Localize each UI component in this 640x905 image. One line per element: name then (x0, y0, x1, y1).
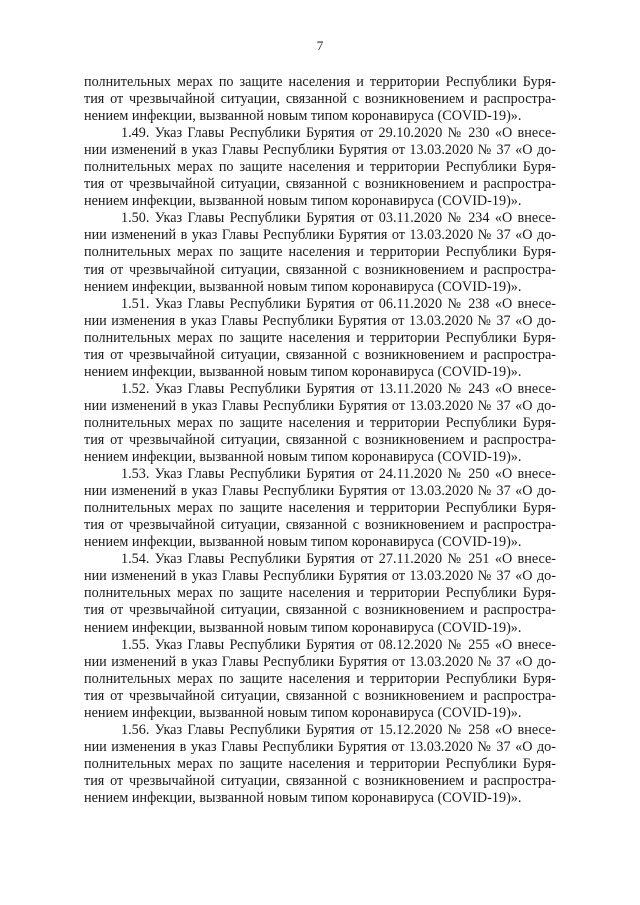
text-line: нии изменения в указ Главы Республики Бурятия от 13.03.2020 № 37 «О до- (84, 738, 556, 755)
paragraph-first-line: 1.55. Указ Главы Республики Бурятия от 08.12.2020 № 255 «О внесе- (121, 636, 556, 653)
text-line: полнительных мерах по защите населения и территории Республики Буря- (84, 329, 556, 346)
text-line: нии изменений в указ Главы Республики Бурятия от 13.03.2020 № 37 «О до- (84, 653, 556, 670)
text-line: нии изменений в указ Главы Республики Бурятия от 13.03.2020 № 37 «О до- (84, 483, 556, 500)
text-line: нии изменений в указ Главы Республики Бурятия от 13.03.2020 № 37 «О до- (84, 568, 556, 585)
text-line: нением инфекции, вызванной новым типом коронавируса (COVID-19)». (84, 619, 522, 636)
page-number: 7 (316, 38, 324, 53)
text-line: нии изменений в указ Главы Республики Бурятия от 13.03.2020 № 37 «О до- (84, 397, 556, 414)
text-line: полнительных мерах по защите населения и территории Республики Буря- (84, 670, 556, 687)
text-line: полнительных мерах по защите населения и территории Республики Буря- (84, 159, 556, 176)
text-line: полнительных мерах по защите населения и территории Республики Буря- (84, 244, 556, 261)
text-line: тия от чрезвычайной ситуации, связанной с возникновением и распростра- (84, 346, 556, 363)
document-body (84, 74, 556, 807)
text-line: нии изменений в указ Главы Республики Бурятия от 13.03.2020 № 37 «О до- (84, 227, 556, 244)
text-line: полнительных мерах по защите населения и территории Республики Буря- (84, 414, 556, 431)
text-line: тия от чрезвычайной ситуации, связанной с возникновением и распростра- (84, 602, 556, 619)
text-line: нением инфекции, вызванной новым типом коронавируса (COVID-19)». (84, 193, 522, 210)
text-line: нением инфекции, вызванной новым типом коронавируса (COVID-19)». (84, 534, 522, 551)
paragraph-first-line: 1.50. Указ Главы Республики Бурятия от 03.11.2020 № 234 «О внесе- (121, 210, 556, 227)
text-line: полнительных мерах по защите населения и территории Республики Буря- (84, 500, 556, 517)
text-line: полнительных мерах по защите населения и территории Республики Буря- (84, 585, 556, 602)
paragraph-first-line: 1.54. Указ Главы Республики Бурятия от 27.11.2020 № 251 «О внесе- (121, 551, 556, 568)
paragraph-first-line: 1.56. Указ Главы Республики Бурятия от 15.12.2020 № 258 «О внесе- (121, 721, 556, 738)
text-line: тия от чрезвычайной ситуации, связанной с возникновением и распростра- (84, 176, 556, 193)
paragraph-first-line: 1.49. Указ Главы Республики Бурятия от 29.10.2020 № 230 «О внесе- (121, 125, 556, 142)
text-line: нии изменений в указ Главы Республики Бурятия от 13.03.2020 № 37 «О до- (84, 142, 556, 159)
text-line: нением инфекции, вызванной новым типом коронавируса (COVID-19)». (84, 363, 522, 380)
text-line: полнительных мерах по защите населения и территории Республики Буря- (84, 755, 556, 772)
text-line: тия от чрезвычайной ситуации, связанной с возникновением и распростра- (84, 91, 556, 108)
text-line: тия от чрезвычайной ситуации, связанной с возникновением и распростра- (84, 687, 556, 704)
paragraph-first-line: 1.52. Указ Главы Республики Бурятия от 13.11.2020 № 243 «О внесе- (121, 380, 556, 397)
text-line: тия от чрезвычайной ситуации, связанной с возникновением и распростра- (84, 261, 556, 278)
text-line: нением инфекции, вызванной новым типом коронавируса (COVID-19)». (84, 704, 522, 721)
text-line: тия от чрезвычайной ситуации, связанной с возникновением и распростра- (84, 772, 556, 789)
text-line: нением инфекции, вызванной новым типом коронавируса (COVID-19)». (84, 108, 522, 125)
text-line: тия от чрезвычайной ситуации, связанной с возникновением и распростра- (84, 431, 556, 448)
text-line: нии изменения в указ Главы Республики Бурятия от 13.03.2020 № 37 «О до- (84, 312, 556, 329)
text-line: нением инфекции, вызванной новым типом коронавируса (COVID-19)». (84, 449, 522, 466)
paragraph-first-line: 1.53. Указ Главы Республики Бурятия от 24.11.2020 № 250 «О внесе- (121, 466, 556, 483)
text-line: тия от чрезвычайной ситуации, связанной с возникновением и распростра- (84, 517, 556, 534)
text-line: полнительных мерах по защите населения и территории Республики Буря- (84, 74, 556, 90)
paragraph-first-line: 1.51. Указ Главы Республики Бурятия от 06.11.2020 № 238 «О внесе- (121, 295, 556, 312)
text-line: нением инфекции, вызванной новым типом коронавируса (COVID-19)». (84, 278, 522, 295)
text-line: нением инфекции, вызванной новым типом коронавируса (COVID-19)». (84, 789, 522, 806)
